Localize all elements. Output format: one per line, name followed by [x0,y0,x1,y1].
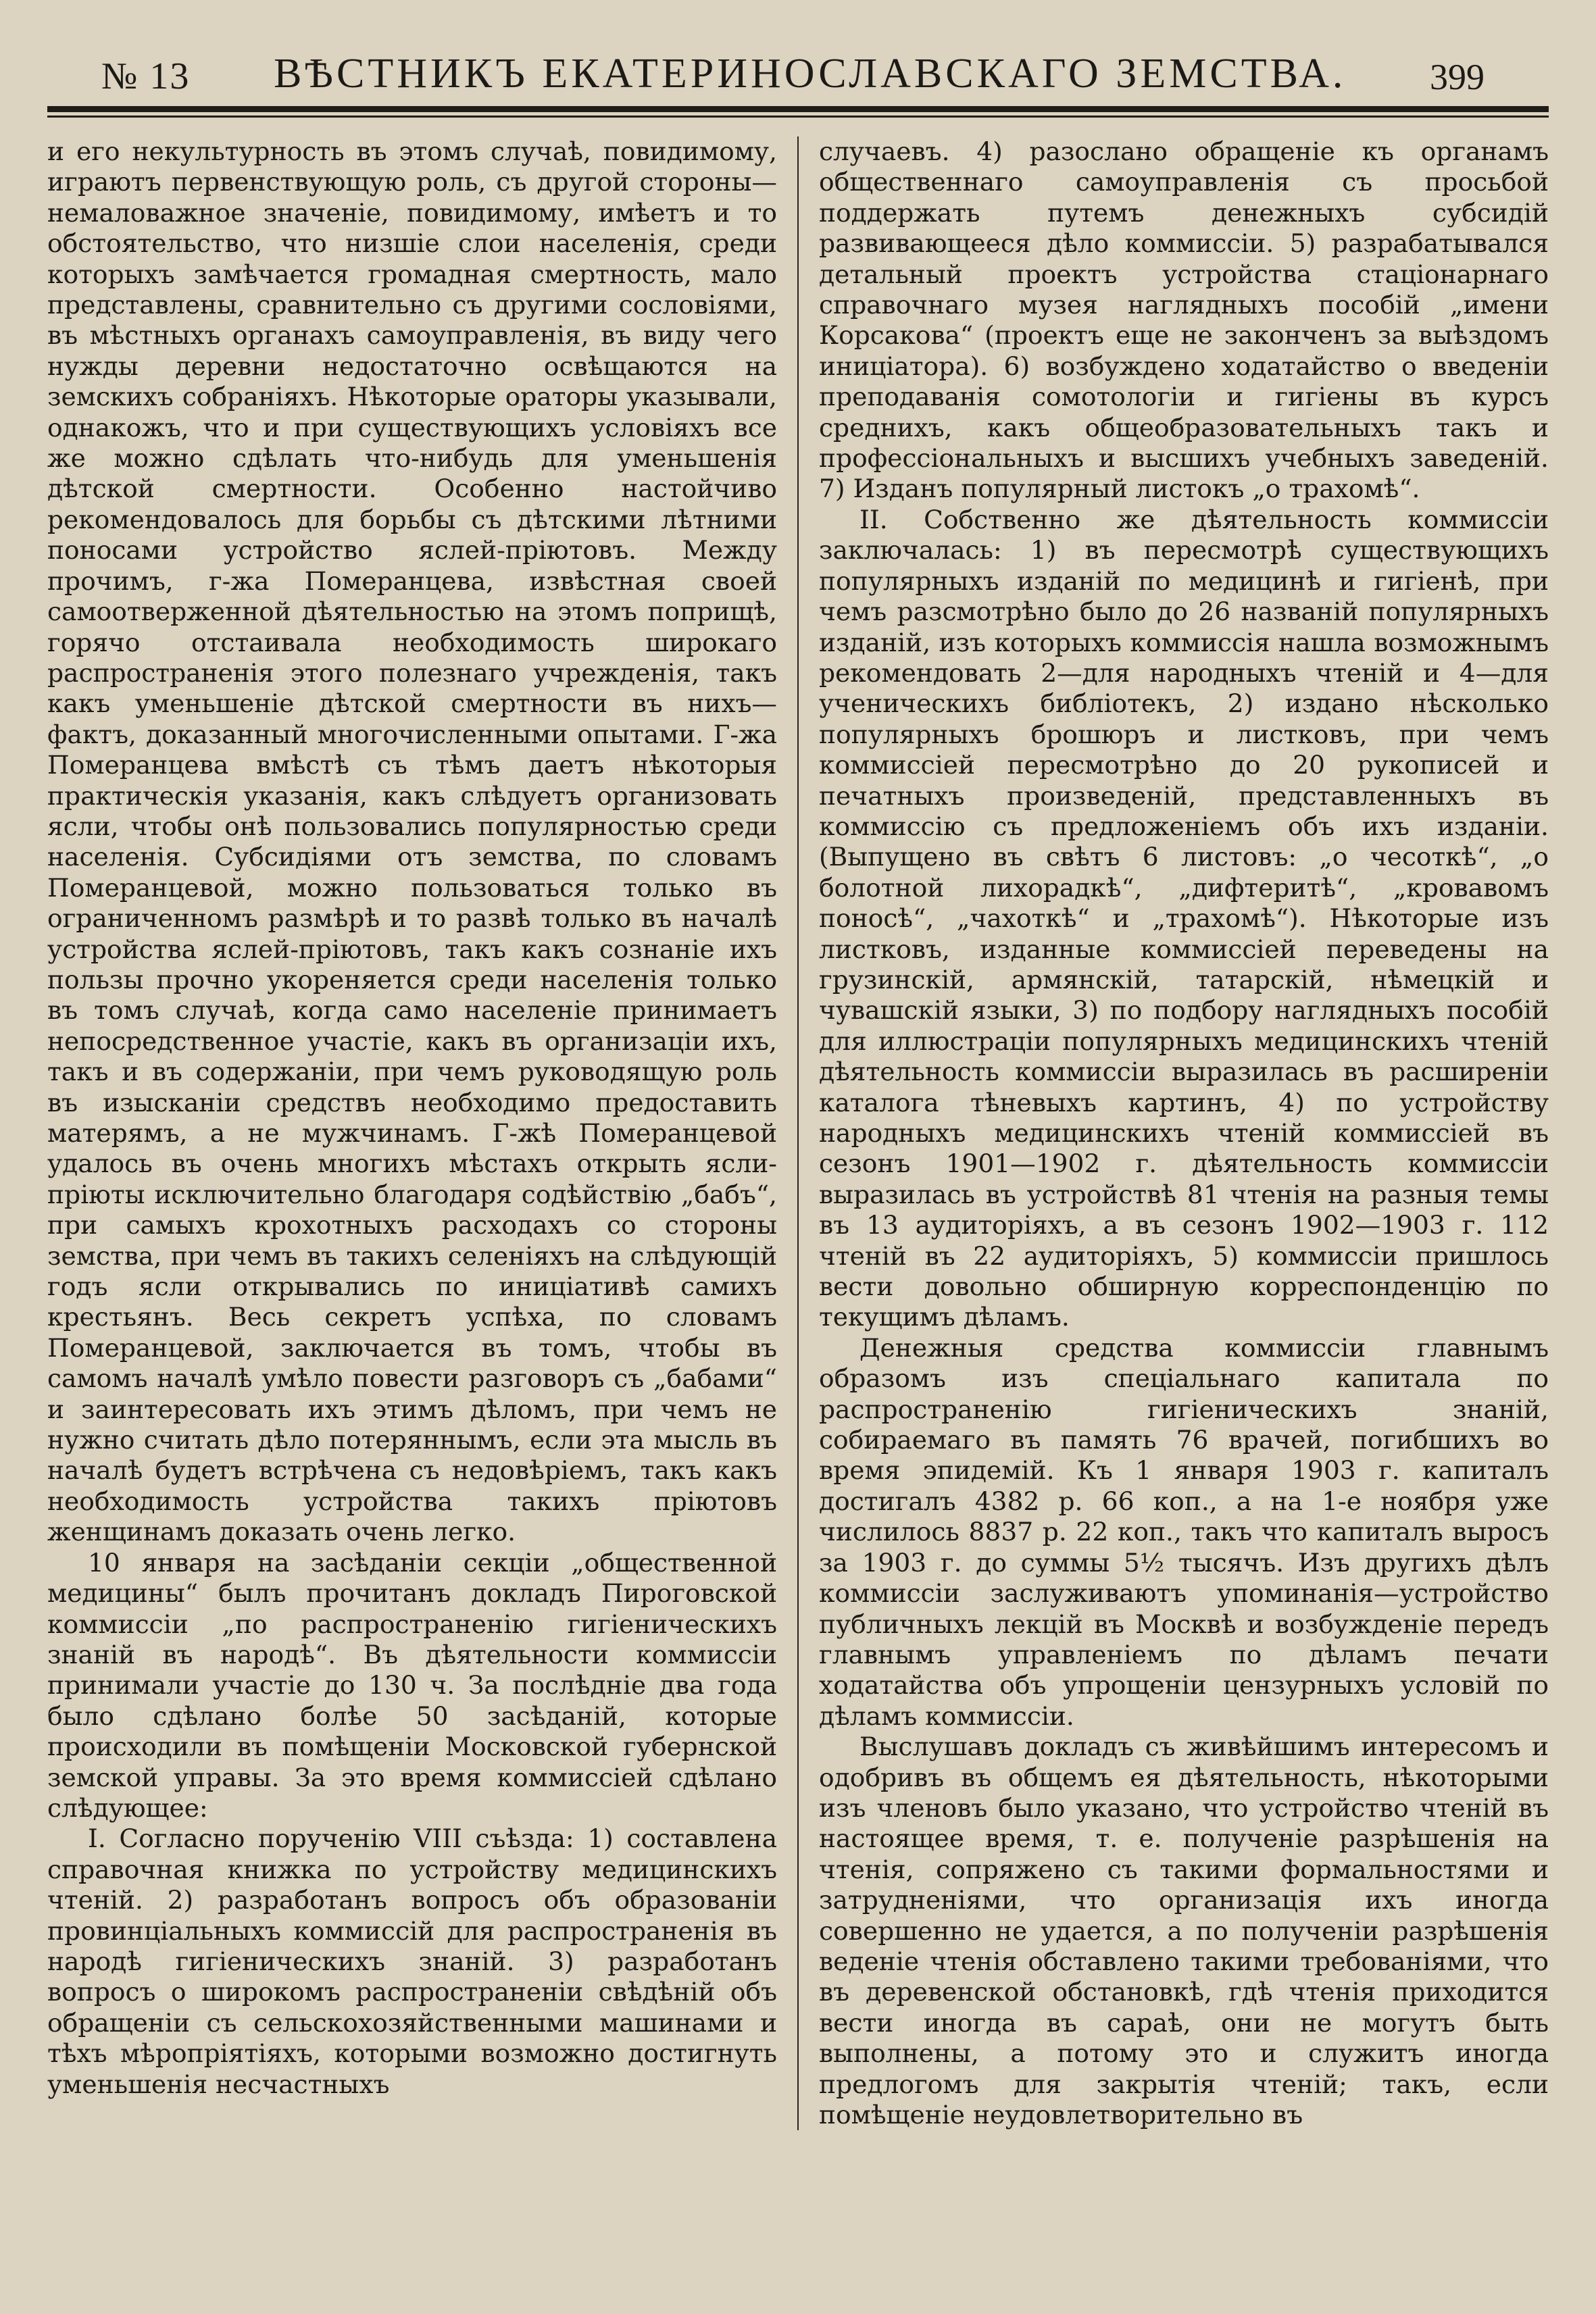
journal-title: ВѢСТНИКЪ ЕКАТЕРИНОСЛАВСКАГО ЗЕМСТВА. [274,51,1347,97]
left-paragraph-1: и его некультурность въ этомъ случаѣ, повидимому, играютъ первенствующую роль, съ другой стороны—немаловажное значеніе, повидимому, имѣетъ и то обстоятельство, что низшіе слои населенія, среди которыхъ замѣчается громадная смертность, мало представлены, сравнительно съ другими сословіями, въ мѣстныхъ органахъ самоуправленія, въ виду чего нужды деревни недостаточно освѣщаются на земскихъ собраніяхъ. Нѣкоторые ораторы указывали, однакожъ, что и при существующихъ условіяхъ все же можно сдѣлать что-нибудь для уменьшенія дѣтской смертности. Особенно настойчиво рекомендовалось для борьбы съ дѣтскими лѣтними поносами устройство яслей-пріютовъ. Между прочимъ, г-жа Померанцева, извѣстная своей самоотверженной дѣятельностью на этомъ поприщѣ, горячо отстаивала необходимость широкаго распространенія этого полезнаго учрежденія, такъ какъ уменьшеніе дѣтской смертности въ нихъ—фактъ, доказанный многочисленными опытами. Г-жа Померанцева вмѣстѣ съ тѣмъ даетъ нѣкоторыя практическія указанія, какъ слѣдуетъ организовать ясли, чтобы онѣ пользовались популярностью среди населенія. Субсидіями отъ земства, по словамъ Померанцевой, можно пользоваться только въ ограниченномъ размѣрѣ и то развѣ только въ началѣ устройства яслей-пріютовъ, такъ какъ сознаніе ихъ пользы прочно укореняется среди населенія только въ томъ случаѣ, когда само населеніе принимаетъ непосредственное участіе, какъ въ организаціи ихъ, такъ и въ содержаніи, при чемъ руководящую роль въ изысканіи средствъ необходимо предоставить матерямъ, а не мужчинамъ. Г-жѣ Померанцевой удалось въ очень многихъ мѣстахъ открыть ясли-пріюты исключительно благодаря содѣйствію „бабъ“, при самыхъ крохотныхъ расходахъ со стороны земства, при чемъ въ такихъ селеніяхъ на слѣдующій годъ ясли открывались по иниціативѣ самихъ крестьянъ. Весь секретъ успѣха, по словамъ Померанцевой, заключается въ томъ, чтобы въ самомъ началѣ умѣло повести разговоръ съ „бабами“ и заинтересовать ихъ этимъ дѣломъ, при чемъ не нужно считать дѣло потеряннымъ, если эта мысль въ началѣ будетъ встрѣчена съ недовѣріемъ, такъ какъ необходимость устройства такихъ пріютовъ женщинамъ доказать очень легко. [47,136,777,1547]
header-rule-thin [47,116,1549,118]
left-paragraph-2: 10 января на засѣданіи секціи „общественной медицины“ былъ прочитанъ докладъ Пироговской коммиссіи „по распространенію гигіеническихъ знаній въ народѣ“. Въ дѣятельности коммиссіи принимали участіе до 130 ч. За послѣдніе два года было сдѣлано болѣе 50 засѣданій, которые происходили въ помѣщеніи Московской губернской земской управы. За это время коммиссіей сдѣлано слѣдующее: [47,1547,777,1823]
column-divider [797,136,799,2130]
right-paragraph-4: Выслушавъ докладъ съ живѣйшимъ интересомъ и одобривъ въ общемъ ея дѣятельность, нѣкоторыми изъ членовъ было указано, что устройство чтеній въ настоящее время, т. е. полученіе разрѣшенія на чтенія, сопряжено съ такими формальностями и затрудненіями, что организація ихъ иногда совершенно не удается, а по полученіи разрѣшенія веденіе чтенія обставлено такими требованіями, что въ деревенской обстановкѣ, гдѣ чтенія приходится вести иногда въ сараѣ, они не могутъ быть выполнены, а потому это и служитъ иногда предлогомъ для закрытія чтеній; такъ, если помѣщеніе неудовлетворительно въ [819,1732,1549,2130]
page-number: 399 [1429,57,1485,97]
left-column [47,136,777,2130]
left-paragraph-3: I. Согласно порученію VIII съѣзда: 1) составлена справочная книжка по устройству медицинскихъ чтеній. 2) разработанъ вопросъ объ образованіи провинціальныхъ коммиссій для распространенія въ народѣ гигіеническихъ знаній. 3) разработанъ вопросъ о широкомъ распространеніи свѣдѣній объ обращеніи съ сельскохозяйственными машинами и тѣхъ мѣропріятіяхъ, которыми возможно достигнуть уменьшенія несчастныхъ [47,1823,777,2099]
text-columns [47,136,1549,2130]
right-paragraph-1: случаевъ. 4) разослано обращеніе къ органамъ общественнаго самоуправленія съ просьбой поддержать путемъ денежныхъ субсидій развивающееся дѣло коммиссіи. 5) разрабатывался детальный проектъ устройства стаціонарнаго справочнаго музея наглядныхъ пособій „имени Корсакова“ (проектъ еще не законченъ за выѣздомъ иниціатора). 6) возбуждено ходатайство о введеніи преподаванія сомотологіи и гигіены въ курсъ среднихъ, какъ общеобразовательныхъ такъ и профессіональныхъ и высшихъ учебныхъ заведеній. 7) Изданъ популярный листокъ „о трахомѣ“. [819,136,1549,504]
right-paragraph-2: II. Собственно же дѣятельность коммиссіи заключалась: 1) въ пересмотрѣ существующихъ популярныхъ изданій по медицинѣ и гигіенѣ, при чемъ разсмотрѣно было до 26 названій популярныхъ изданій, изъ которыхъ коммиссія нашла возможнымъ рекомендовать 2—для народныхъ чтеній и 4—для ученическихъ библіотекъ, 2) издано нѣсколько популярныхъ брошюръ и листковъ, при чемъ коммиссіей пересмотрѣно до 20 рукописей и печатныхъ произведеній, представленныхъ въ коммиссію съ предложеніемъ объ ихъ изданіи. (Выпущено въ свѣтъ 6 листовъ: „о чесоткѣ“, „о болотной лихорадкѣ“, „дифтеритѣ“, „кровавомъ поносѣ“, „чахоткѣ“ и „трахомѣ“). Нѣкоторые изъ листковъ, изданные коммиссіей переведены на грузинскій, армянскій, татарскій, нѣмецкій и чувашскій языки, 3) по подбору наглядныхъ пособій для иллюстраціи популярныхъ медицинскихъ чтеній дѣятельность коммиссіи выразилась въ расширеніи каталога тѣневыхъ картинъ, 4) по устройству народныхъ медицинскихъ чтеній коммиссіей въ сезонъ 1901—1902 г. дѣятельность коммиссіи выразилась въ устройствѣ 81 чтенія на разныя темы въ 13 аудиторіяхъ, а въ сезонъ 1902—1903 г. 112 чтеній въ 22 аудиторіяхъ, 5) коммиссіи пришлось вести довольно обширную корреспонденцію по текущимъ дѣламъ. [819,504,1549,1332]
header-rule-thick [47,106,1549,112]
issue-number: № 13 [101,55,191,97]
right-paragraph-3: Денежныя средства коммиссіи главнымъ образомъ изъ спеціальнаго капитала по распространенію гигіеническихъ знаній, собираемаго въ память 76 врачей, погибшихъ во время эпидемій. Къ 1 января 1903 г. капиталъ достигалъ 4382 р. 66 коп., а на 1-е ноября уже числилось 8837 р. 22 коп., такъ что капиталъ выросъ за 1903 г. до суммы 5½ тысячъ. Изъ другихъ дѣлъ коммиссіи заслуживаютъ упоминанія—устройство публичныхъ лекцій въ Москвѣ и возбужденіе передъ главнымъ управленіемъ по дѣламъ печати ходатайства объ упрощеніи цензурныхъ условій по дѣламъ коммиссіи. [819,1332,1549,1731]
page-header [47,27,1549,98]
right-column [819,136,1549,2130]
